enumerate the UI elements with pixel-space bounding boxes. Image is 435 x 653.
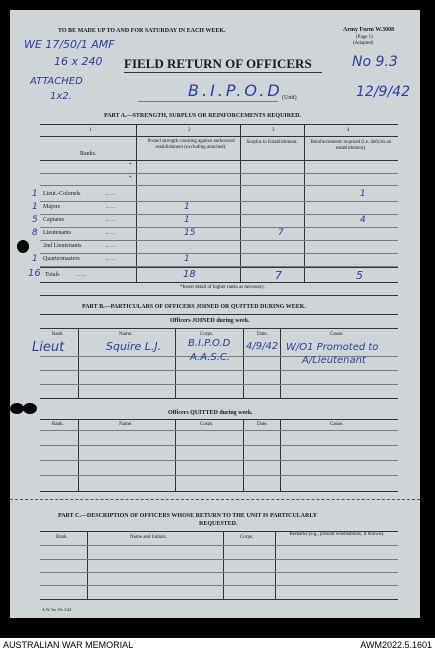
row-rule-a2: [40, 185, 398, 186]
part-a-title: PART A.—STRENGTH, SURPLUS OR REINFORCEMENTS REQUIRED.: [104, 113, 301, 119]
col-header-surplus: Surplus to Establishment.: [246, 140, 298, 145]
perforation-line: [10, 499, 420, 500]
part-c-row-rule-3: [40, 585, 398, 586]
rank-reinforcements: 1: [360, 189, 366, 199]
col-number-4: 4: [347, 128, 350, 133]
joined-title-rule: [40, 328, 398, 329]
archive-footer: [0, 638, 435, 653]
rank-label: Lieutenants: [43, 230, 71, 236]
part-b-top-rule: [40, 295, 398, 296]
annotation-attached-count: 1x2.: [50, 91, 72, 102]
joined-corps-2: A.A.S.C.: [190, 352, 231, 363]
annotation-ratio: 16 x 240: [54, 55, 103, 68]
joined-col-rank: Rank.: [52, 332, 64, 337]
rank-posted: 1: [184, 202, 190, 212]
annotation-attached: ATTACHED: [30, 76, 83, 87]
part-c-col-corps: Corps.: [240, 535, 254, 540]
asterisk-2: *: [129, 176, 132, 181]
joined-divider-2: [175, 328, 176, 398]
rank-label: Majors: [43, 204, 60, 210]
asterisk-1: *: [129, 163, 132, 168]
part-c-divider-2: [223, 531, 224, 599]
unit-label: (Unit): [282, 95, 297, 101]
punch-hole-left: [10, 403, 24, 414]
unit-line: [138, 101, 278, 102]
joined-divider-1: [78, 328, 79, 398]
joined-cause-2: A/Lieutenant: [302, 355, 366, 366]
rank-posted: 1: [184, 254, 190, 264]
col-header-reinforcements: Reinforcements required (i.e. deficits on establishment).: [310, 140, 392, 151]
rank-row-rule: [40, 227, 398, 228]
form-adapted: (Adapted): [353, 41, 374, 46]
part-b-title: PART B.—PARTICULARS OF OFFICERS JOINED OR QUITTED DURING WEEK.: [82, 304, 306, 310]
part-b-title-rule: [40, 314, 398, 315]
part-a-top-rule: [40, 124, 398, 125]
col-header-posted: Posted strength counting against authorized establishment (excluding attached).: [147, 139, 235, 150]
quitted-col-rank: Rank.: [52, 422, 64, 427]
totals-top-rule: [40, 267, 398, 268]
rank-reinforcements: 4: [360, 215, 366, 225]
joined-rank: Lieut: [32, 340, 65, 355]
quitted-row-rule-3: [40, 475, 398, 476]
rank-leader-dots: ... ...: [106, 192, 115, 197]
form-instruction: TO BE MADE UP TO AND FOR SATURDAY IN EACH WEEK.: [58, 28, 226, 34]
joined-col-name: Name.: [119, 332, 133, 337]
rank-row-rule: [40, 214, 398, 215]
rank-posted: 15: [184, 228, 196, 238]
totals-posted: 18: [183, 269, 196, 280]
part-c-title-2: REQUESTED.: [199, 521, 238, 527]
page-title: FIELD RETURN OF OFFICERS: [124, 56, 312, 71]
footer-institution: AUSTRALIAN WAR MEMORIAL: [3, 640, 134, 650]
rank-row-rule: [40, 201, 398, 202]
rank-leader-dots: ... ...: [106, 244, 115, 249]
part-c-col-remarks: Remarks (e.g., present whereabouts, if known).: [289, 532, 385, 537]
quitted-col-date: Date.: [257, 422, 268, 427]
part-c-col-name: Name and Initials.: [130, 535, 167, 540]
row-rule-a1: [40, 173, 398, 174]
form-page: [10, 10, 420, 618]
quitted-row-rule-1: [40, 445, 398, 446]
joined-row-rule-2: [40, 370, 398, 371]
rank-leader-dots: ... ...: [106, 218, 115, 223]
rank-count: 1: [32, 202, 38, 212]
rank-label: Captains: [43, 217, 64, 223]
punch-hole-right: [23, 403, 37, 414]
rank-posted: 1: [184, 215, 190, 225]
joined-name: Squire L.J.: [106, 340, 162, 353]
part-c-col-rank: Rank.: [56, 535, 68, 540]
rank-leader-dots: ... ...: [106, 231, 115, 236]
joined-col-date: Date.: [257, 332, 268, 337]
joined-cause-1: W/O1 Promoted to: [286, 342, 379, 353]
rank-leader-dots: ... ...: [106, 205, 115, 210]
rank-count: 1: [32, 254, 38, 264]
part-c-row-rule-2: [40, 572, 398, 573]
quitted-col-corps: Corps.: [200, 422, 214, 427]
joined-date: 4/9/42: [246, 341, 279, 352]
print-code: A.W. 5m 10s 3/44: [42, 607, 72, 612]
joined-col-corps: Corps.: [200, 332, 214, 337]
quitted-col-name: Name.: [119, 422, 133, 427]
joined-bottom-rule: [40, 398, 398, 399]
col-number-2: 2: [188, 128, 191, 133]
quitted-header-rule: [40, 430, 398, 431]
quitted-bottom-rule: [40, 491, 398, 492]
form-number: Army Form W.3008: [343, 27, 395, 33]
quitted-col-cause: Cause.: [330, 422, 344, 427]
part-c-row-rule-1: [40, 559, 398, 560]
part-a-col-divider-3: [304, 124, 305, 282]
col-number-1: 1: [89, 128, 92, 133]
part-c-bottom-rule: [40, 599, 398, 600]
footer-accession-number: AWM2022.5.1601: [360, 640, 432, 650]
part-c-title-1: PART C.—DESCRIPTION OF OFFICERS WHOSE RETURN TO THE UNIT IS PARTICULARLY: [58, 513, 318, 519]
title-underline: [124, 72, 322, 73]
joined-corps-1: B.I.P.O.D: [188, 338, 231, 349]
joined-divider-4: [280, 328, 281, 398]
return-number: No 9.3: [352, 54, 398, 70]
rank-count: 1: [32, 189, 38, 199]
totals-reinforcements: 5: [356, 269, 363, 282]
part-c-divider-1: [87, 531, 88, 599]
rank-surplus: 7: [278, 228, 284, 238]
totals-surplus: 7: [275, 269, 282, 282]
part-a-number-rule: [40, 136, 398, 137]
joined-row-rule-3: [40, 384, 398, 385]
rank-row-rule: [40, 240, 398, 241]
rank-label: Lieut.-Colonels: [43, 191, 81, 197]
totals-bottom-rule: [40, 282, 398, 283]
annotation-establishment: WE 17/50/1 AMF: [24, 38, 115, 51]
quitted-row-rule-2: [40, 460, 398, 461]
rank-leader-dots: ... ...: [106, 257, 115, 262]
part-a-col-divider-1: [136, 124, 137, 282]
punch-hole-top: [17, 240, 29, 253]
rank-count: 5: [32, 215, 38, 225]
unit-value: B.I.P.O.D: [188, 81, 283, 100]
part-c-header-rule: [40, 545, 398, 546]
part-c-divider-3: [275, 531, 276, 599]
return-date: 12/9/42: [356, 84, 410, 100]
part-a-col-divider-2: [240, 124, 241, 282]
col-header-ranks: Ranks.: [80, 151, 97, 157]
joined-col-cause: Cause.: [330, 332, 344, 337]
totals-label: Totals: [45, 272, 60, 278]
form-page: (Page 1): [356, 35, 373, 40]
totals-count: 16: [28, 268, 41, 279]
rank-row-rule: [40, 253, 398, 254]
joined-title: Officers JOINED during week.: [170, 318, 250, 324]
rank-count: 8: [32, 228, 38, 238]
col-number-3: 3: [272, 128, 275, 133]
rank-label: Quartermasters: [43, 256, 80, 262]
rank-label: 2nd Lieutenants: [43, 243, 82, 249]
part-a-header-rule: [40, 160, 398, 161]
rank-row-rule: [40, 266, 398, 267]
part-a-footnote: *Insert detail of higher ranks as necessary.: [180, 285, 265, 290]
quitted-title-rule: [40, 419, 398, 420]
quitted-title: Officers QUITTED during week.: [168, 410, 253, 416]
joined-divider-3: [243, 328, 244, 398]
totals-dots: ... ...: [77, 273, 86, 278]
